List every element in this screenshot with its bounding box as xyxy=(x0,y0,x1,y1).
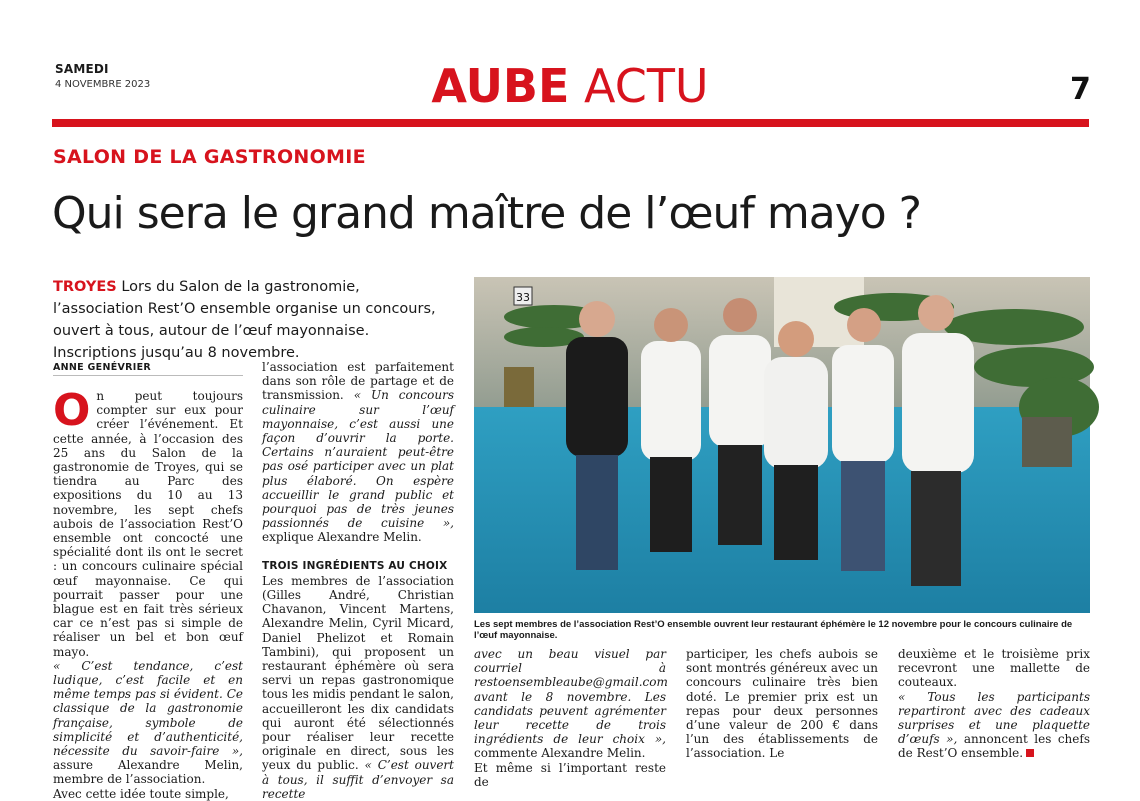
quote: « C’est tendance, c’est ludique, c’est facile et en même temps pas si évident. Ce classique de la gastronomie française, symbole de simplicité et d’authenticité, nécessite du savoir-faire », xyxy=(53,658,243,759)
section-subheading: TROIS INGRÉDIENTS AU CHOIX xyxy=(262,559,448,572)
end-of-article-mark xyxy=(1026,749,1034,757)
quote-attribution: commente Alexandre Melin. xyxy=(474,746,646,761)
article-author: ANNE GENÉVRIER xyxy=(53,362,151,373)
issue-day: SAMEDI xyxy=(55,62,109,76)
issue-date: 4 NOVEMBRE 2023 xyxy=(55,79,151,90)
paragraph: l’association est parfaitement dans son rôle de partage et de transmission. xyxy=(262,360,454,403)
author-divider xyxy=(53,375,243,376)
chefs-group-photo xyxy=(474,277,1090,613)
paragraph: participer, les chefs aubois se sont montrés généreux avec un concours culinaire très bien doté. Le premier prix est un repas pour deux personnes d’une valeur de 200 € dans l’un des établissements de l’association. Le xyxy=(686,647,878,761)
article-kicker: SALON DE LA GASTRONOMIE xyxy=(53,146,366,168)
quote: « C’est ouvert à tous, il suffit d’envoyer sa recette xyxy=(262,758,454,801)
lead-text: Lors du Salon de la gastronomie, l’association Rest’O ensemble organise un concours, ouvert à tous, autour de l’œuf mayonnaise. Inscriptions jusqu’au 8 novembre. xyxy=(53,279,436,361)
quote-attribution: annoncent les chefs de Rest’O ensemble. xyxy=(898,732,1090,761)
article-headline: Qui sera le grand maître de l’œuf mayo ? xyxy=(52,188,922,239)
paragraph: n peut toujours compter sur eux pour créer l’événement. Et cette année, à l’occasion des 25 ans du Salon de la gastronomie de Troyes, qui se tiendra au Parc des expositions du 10 au 13 novembre, les sept chefs aubois de l’association Rest’O ensemble ont concocté une spécialité dont ils ont le secret : un concours culinaire spécial œuf mayonnaise. Ce qui pourrait passer pour une blague est en fait très sérieux car ce n’est pas si simple de réaliser un bel et bon œuf mayo. xyxy=(53,389,243,659)
masthead-divider xyxy=(52,119,1089,127)
section-title-light: ACTU xyxy=(569,59,709,113)
quote: avec un beau visuel par courriel à restoensembleaube@gmail.com avant le 8 novembre. Les candidats peuvent agrémenter leur recette de trois ingrédients de leur choix », xyxy=(474,647,668,747)
quote-attribution: explique Alexandre Melin. xyxy=(262,530,422,545)
photo-caption: Les sept membres de l’association Rest’O ensemble ouvrent leur restaurant éphémère le 12 novembre pour le concours culinaire de l’œuf mayonnaise. xyxy=(474,619,1073,641)
article-lead xyxy=(53,276,451,364)
page-number: 7 xyxy=(1070,72,1091,107)
quote-attribution: assure Alexandre Melin, membre de l’association. xyxy=(53,758,243,787)
lead-city: TROYES xyxy=(53,279,117,295)
section-title-bold: AUBE xyxy=(431,59,570,113)
body-column-4 xyxy=(686,647,878,761)
paragraph: Avec cette idée toute simple, xyxy=(53,786,229,801)
body-column-2 xyxy=(262,360,454,801)
paragraph: Et même si l’important reste de xyxy=(474,760,666,789)
body-column-5 xyxy=(898,647,1090,761)
drop-cap: O xyxy=(53,385,91,436)
booth-number: 33 xyxy=(516,291,530,304)
body-column-1 xyxy=(53,385,243,801)
article-photo xyxy=(474,277,1090,613)
quote: « Tous les participants repartiront avec des cadeaux surprises et une plaquette d’œufs », xyxy=(898,689,1090,747)
paragraph: deuxième et le troisième prix recevront une mallette de couteaux. xyxy=(898,647,1090,690)
section-title xyxy=(0,58,1140,114)
body-column-3 xyxy=(474,647,666,789)
paragraph: Les membres de l’association (Gilles André, Christian Chavanon, Vincent Martens, Alexandre Melin, Cyril Micard, Daniel Phelizot et Romain Tambini), qui proposent un restaurant éphémère où sera servi un repas gastronomique tous les midis pendant le salon, accueilleront les dix candidats qui auront été sélectionnés pour réaliser leur recette originale en direct, sous les yeux du public. xyxy=(262,573,454,773)
quote: « Un concours culinaire sur l’œuf mayonnaise, c’est aussi une façon d’ouvrir la porte. Certains n’auraient peut-être pas osé participer avec un plat plus élaboré. On espère accueillir le grand public et pourquoi pas de très jeunes passionnés de cuisine », xyxy=(262,388,454,531)
